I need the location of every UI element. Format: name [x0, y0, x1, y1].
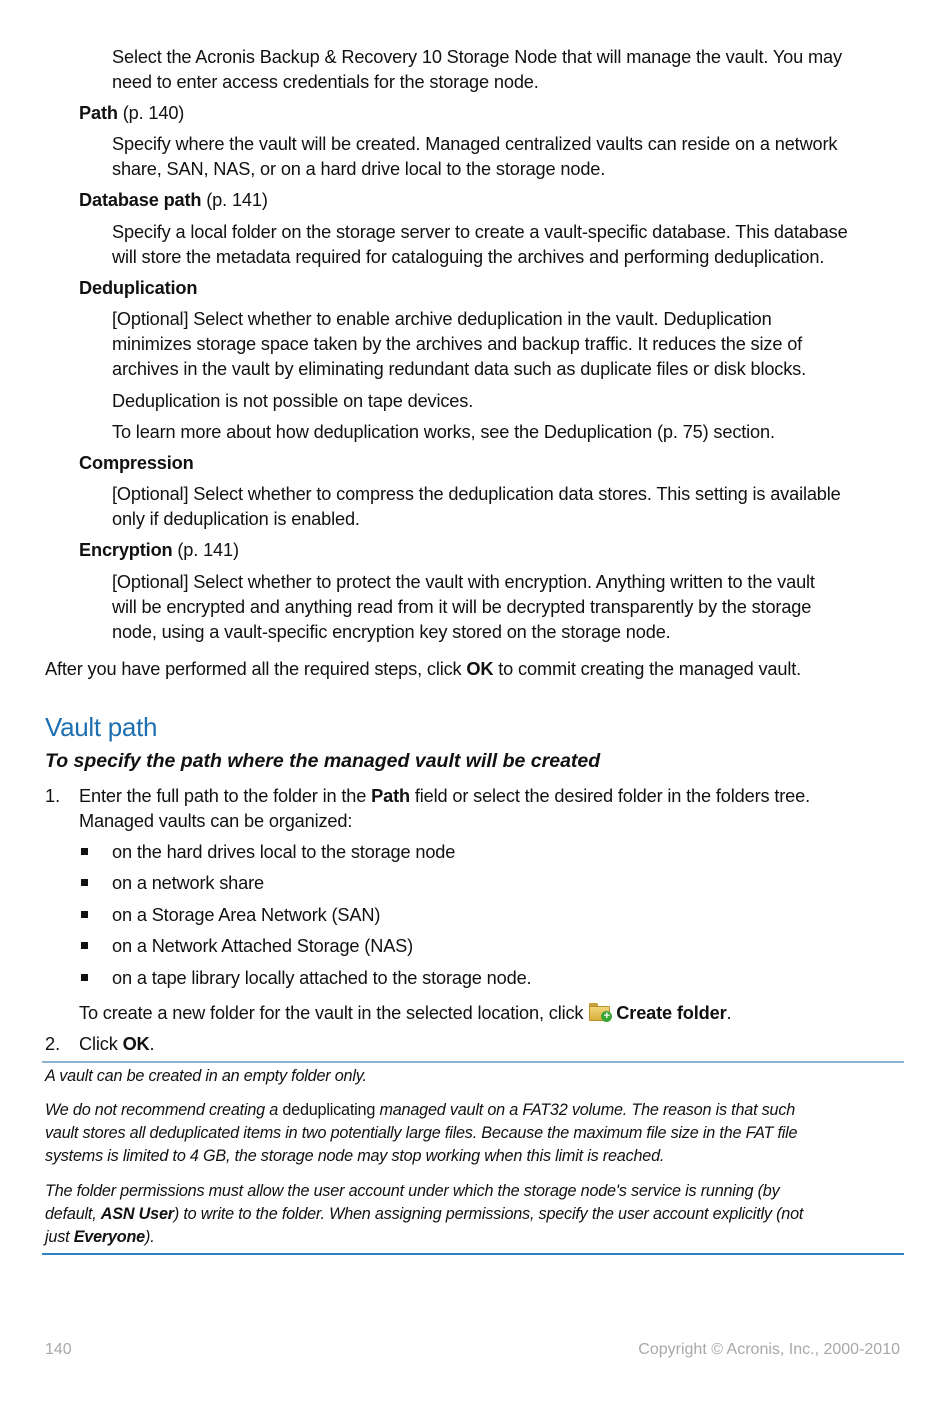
database-path-page-ref[interactable]: (p. 141) — [201, 190, 268, 210]
step1-line — [79, 784, 810, 809]
note-permissions-pre: default, — [45, 1205, 101, 1223]
copyright: Copyright © Acronis, Inc., 2000-2010 — [638, 1341, 900, 1358]
after-text-pre: After you have performed all the required steps, click — [45, 659, 467, 679]
create-folder-label: Create folder — [616, 1003, 727, 1023]
after-text-post: to commit creating the managed vault. — [493, 659, 802, 679]
note-permissions-line: The folder permissions must allow the user account under which the storage node's service is running (by — [45, 1182, 780, 1200]
deduplication-desc-line: [Optional] Select whether to enable archive deduplication in the vault. Deduplication — [112, 309, 772, 329]
compression-desc-line: only if deduplication is enabled. — [112, 509, 360, 529]
note-permissions-pre: just — [45, 1228, 74, 1246]
bullet-icon — [81, 911, 88, 918]
database-path-desc-line: Specify a local folder on the storage server to create a vault-specific database. This database — [112, 222, 848, 242]
note-fat32-deduplicating: deduplicating — [282, 1101, 376, 1119]
encryption-desc-line: will be encrypted and anything read from it will be decrypted transparently by the storage — [112, 597, 812, 617]
encryption-page-ref[interactable]: (p. 141) — [172, 540, 239, 560]
path-label: Path — [79, 103, 118, 123]
procedure-heading: To specify the path where the managed vault will be created — [45, 750, 601, 772]
create-folder-text-pre: To create a new folder for the vault in the selected location, click — [79, 1003, 589, 1023]
database-path-desc-line: will store the metadata required for cataloguing the archives and performing deduplication. — [112, 247, 825, 267]
asn-user-bold: ASN User — [100, 1205, 174, 1223]
note-permissions-post: ). — [145, 1228, 155, 1246]
step2-line — [79, 1032, 154, 1057]
list-item: on a network share — [112, 873, 264, 893]
storage-node-desc-line: Select the Acronis Backup & Recovery 10 Storage Node that will manage the vault. You may — [112, 47, 842, 67]
note-permissions-post: ) to write to the folder. When assigning permissions, specify the user account explicitly (not — [173, 1205, 804, 1223]
section-heading-vault-path: Vault path — [45, 712, 158, 742]
deduplication-label: Deduplication — [79, 278, 198, 298]
note-fat32-post: managed vault on a FAT32 volume. The reason is that such — [375, 1101, 796, 1119]
deduplication-tape-note: Deduplication is not possible on tape devices. — [112, 391, 474, 411]
create-folder-icon: + — [588, 1002, 612, 1022]
compression-term — [79, 451, 194, 476]
path-term — [79, 101, 184, 126]
note-permissions-line — [45, 1226, 155, 1249]
database-path-label: Database path — [79, 190, 202, 210]
note-fat32-line: systems is limited to 4 GB, the storage node may stop working when this limit is reached. — [45, 1147, 665, 1165]
create-folder-text-post: . — [726, 1003, 732, 1023]
encryption-label: Encryption — [79, 540, 173, 560]
note-fat32-pre: We do not recommend creating a — [45, 1101, 283, 1119]
note-bottom-rule — [42, 1253, 904, 1255]
create-folder-line — [79, 1001, 731, 1026]
path-desc-line: Specify where the vault will be created. Managed centralized vaults can reside on a network — [112, 134, 838, 154]
step2-text-pre: Click — [79, 1034, 123, 1054]
after-ok-bold: OK — [466, 659, 494, 679]
step1-text-pre: Enter the full path to the folder in the — [79, 786, 372, 806]
note-permissions-line — [45, 1203, 803, 1226]
step-number: 1. — [45, 786, 61, 806]
bullet-icon — [81, 942, 88, 949]
path-page-ref[interactable]: (p. 140) — [117, 103, 185, 123]
compression-desc-line: [Optional] Select whether to compress the deduplication data stores. This setting is available — [112, 484, 841, 504]
bullet-icon — [81, 848, 88, 855]
path-field-name: Path — [371, 786, 410, 806]
everyone-bold: Everyone — [73, 1228, 145, 1246]
deduplication-desc-line: minimizes storage space taken by the archives and backup traffic. It reduces the size of — [112, 334, 803, 354]
ok-bold: OK — [122, 1034, 150, 1054]
list-item: on the hard drives local to the storage node — [112, 842, 456, 862]
page-number: 140 — [45, 1341, 72, 1358]
note-empty-folder: A vault can be created in an empty folder only. — [45, 1067, 367, 1085]
database-path-term — [79, 188, 268, 213]
deduplication-learn-more: To learn more about how deduplication works, see the Deduplication (p. 75) section. — [112, 422, 775, 442]
deduplication-term — [79, 276, 197, 301]
deduplication-desc-line: archives in the vault by eliminating redundant data such as duplicate files or disk blocks. — [112, 359, 807, 379]
bullet-icon — [81, 974, 88, 981]
encryption-desc-line: node, using a vault-specific encryption key stored on the storage node. — [112, 622, 671, 642]
encryption-term — [79, 538, 239, 563]
note-top-rule — [42, 1061, 904, 1063]
step-number: 2. — [45, 1034, 61, 1054]
after-steps-text — [45, 657, 801, 682]
list-item: on a tape library locally attached to the storage node. — [112, 968, 532, 988]
step1-text-post: field or select the desired folder in the folders tree. — [409, 786, 810, 806]
step1-line: Managed vaults can be organized: — [79, 811, 353, 831]
encryption-desc-line: [Optional] Select whether to protect the vault with encryption. Anything written to the vault — [112, 572, 815, 592]
bullet-icon — [81, 879, 88, 886]
path-desc-line: share, SAN, NAS, or on a hard drive local to the storage node. — [112, 159, 606, 179]
storage-node-desc-line: need to enter access credentials for the storage node. — [112, 72, 539, 92]
list-item: on a Storage Area Network (SAN) — [112, 905, 381, 925]
note-fat32-line — [45, 1099, 795, 1122]
note-fat32-line: vault stores all deduplicated items in two potentially large files. Because the maximum file size in the FAT file — [45, 1124, 798, 1142]
compression-label: Compression — [79, 453, 194, 473]
step2-text-post: . — [149, 1034, 155, 1054]
list-item: on a Network Attached Storage (NAS) — [112, 936, 414, 956]
